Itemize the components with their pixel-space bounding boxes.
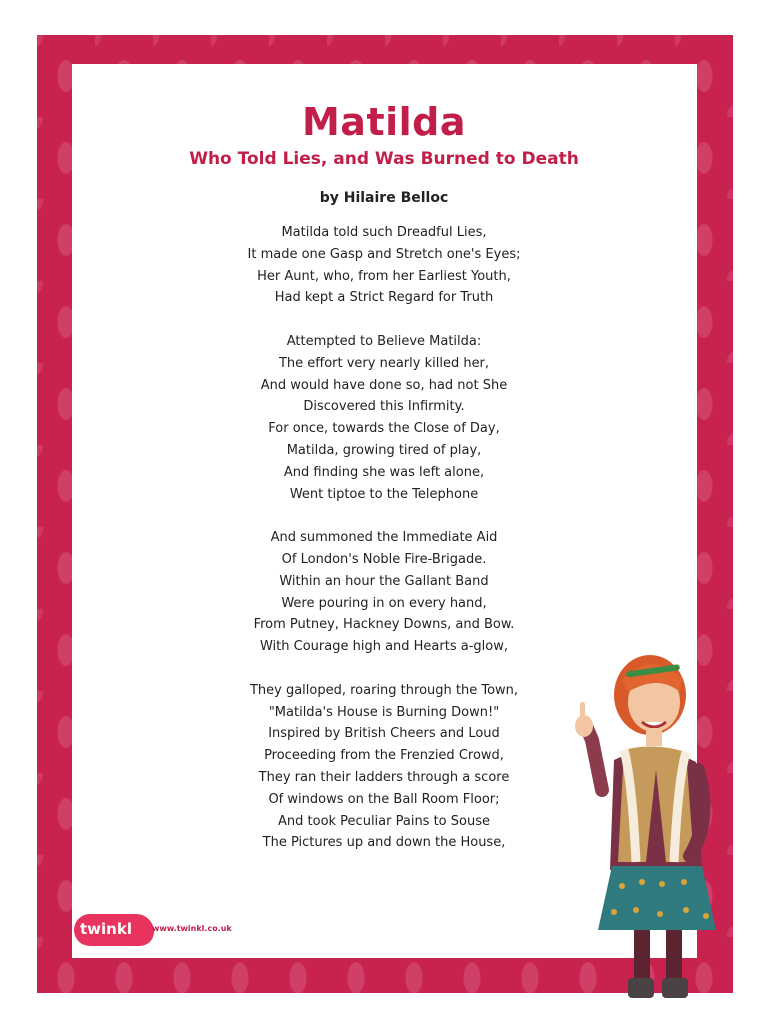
poem-line: And summoned the Immediate Aid xyxy=(270,530,498,546)
poem-line: Of windows on the Ball Room Floor; xyxy=(268,791,500,807)
poem-line: Went tiptoe to the Telephone xyxy=(289,486,479,502)
poem-line: The Pictures up and down the House, xyxy=(262,835,506,851)
poem-author: by Hilaire Belloc xyxy=(319,190,449,206)
poem-line: Were pouring in on every hand, xyxy=(281,595,487,611)
poem-line: With Courage high and Hearts a-glow, xyxy=(259,639,508,655)
poem-subtitle: Who Told Lies, and Was Burned to Death xyxy=(189,149,579,169)
poem-line: Attempted to Believe Matilda: xyxy=(286,333,482,349)
stanza-gap xyxy=(180,309,588,331)
girl-pointing-illustration xyxy=(562,630,732,1000)
logo-text: twinkl xyxy=(80,920,132,938)
poem-line: The effort very nearly killed her, xyxy=(278,355,490,371)
twinkl-logo xyxy=(74,912,158,948)
poem-line: Within an hour the Gallant Band xyxy=(279,573,489,589)
poem-line: And finding she was left alone, xyxy=(283,464,485,480)
poem-line: They galloped, roaring through the Town, xyxy=(249,682,519,698)
poem-line: It made one Gasp and Stretch one's Eyes; xyxy=(247,246,521,262)
poem-title: Matilda xyxy=(301,100,467,144)
poem-line: Matilda, growing tired of play, xyxy=(286,442,482,458)
poem-line: Matilda told such Dreadful Lies, xyxy=(281,225,487,240)
poem-line: Discovered this Infirmity. xyxy=(303,399,465,415)
poem-line: Proceeding from the Frenzied Crowd, xyxy=(264,748,504,764)
website-url[interactable]: www.twinkl.co.uk xyxy=(152,924,232,933)
stanza-gap xyxy=(180,658,588,680)
poem-line: And would have done so, had not She xyxy=(260,377,508,393)
poem-line: From Putney, Hackney Downs, and Bow. xyxy=(253,617,515,633)
poem-body xyxy=(180,222,588,854)
poem-line: They ran their ladders through a score xyxy=(258,769,510,785)
poem-line: Inspired by British Cheers and Loud xyxy=(268,726,500,742)
poem-line: "Matilda's House is Burning Down!" xyxy=(268,704,500,720)
poem-line: For once, towards the Close of Day, xyxy=(268,421,500,437)
poem-line: Her Aunt, who, from her Earliest Youth, xyxy=(257,268,511,284)
stanza-gap xyxy=(180,505,588,527)
poem-line: Of London's Noble Fire-Brigade. xyxy=(281,551,487,567)
poem-line: And took Peculiar Pains to Souse xyxy=(278,813,490,829)
poem-line: Had kept a Strict Regard for Truth xyxy=(274,290,494,306)
